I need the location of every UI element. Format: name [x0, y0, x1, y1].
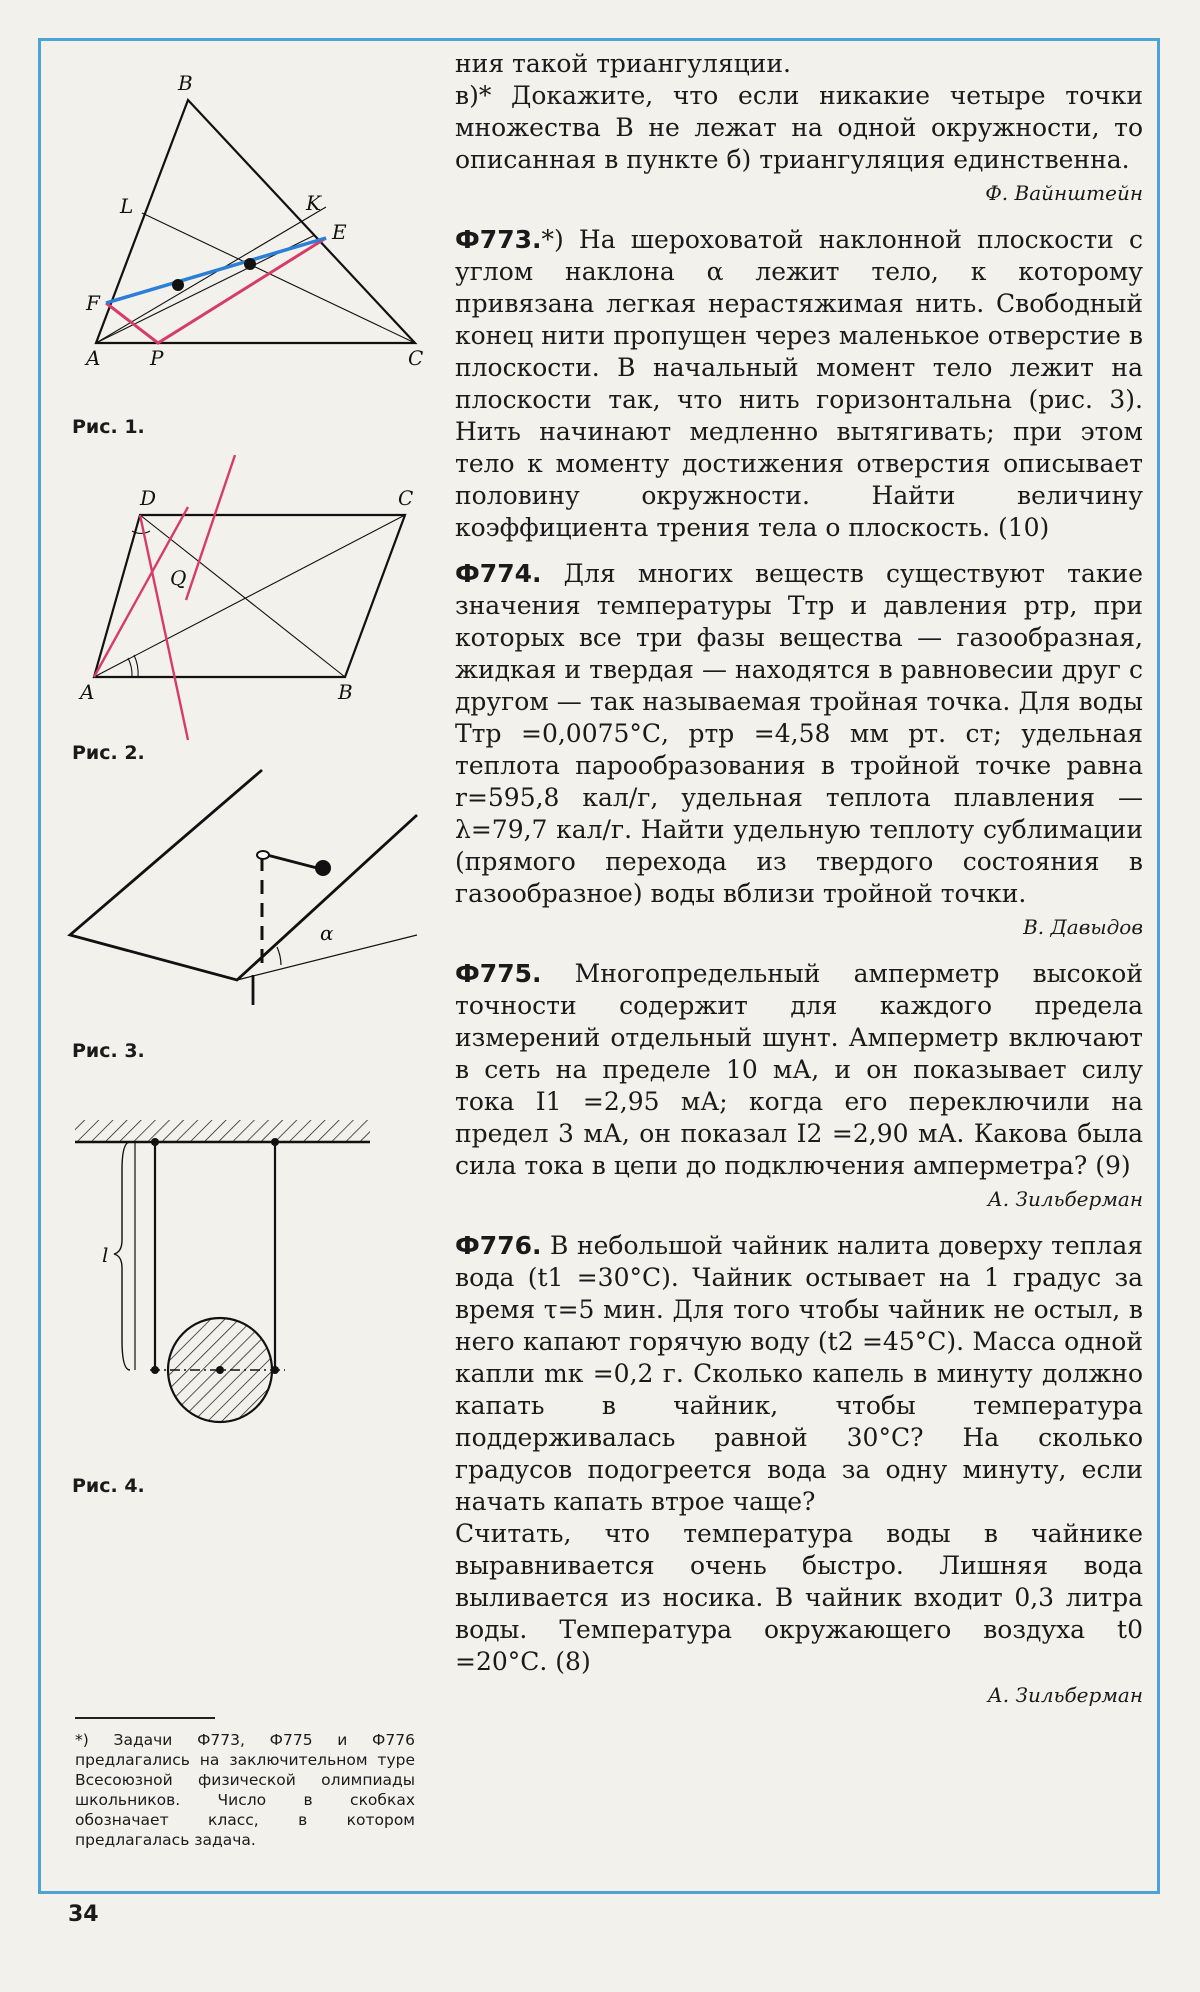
problem-number: Ф775. — [455, 959, 542, 988]
triangle-abc — [96, 100, 415, 343]
caption-fig4: Рис. 4. — [72, 1475, 145, 1497]
label-q: Q — [170, 566, 187, 590]
problem-number: Ф773. — [455, 225, 542, 254]
label-k: K — [306, 191, 321, 215]
page-number: 34 — [68, 1902, 99, 1927]
label-l-length: l — [102, 1243, 109, 1267]
red-bisectors — [94, 455, 235, 740]
label-e: E — [332, 220, 347, 244]
problem-text: Для многих веществ существуют такие значения температуры Tтр и давления pтр, при которых все три фазы вещества — газообразная, жидкая и твердая — находятся в равновесии друг с другом — так называемая тройная точка. Для воды Tтр =0,0075°С, pтр =4,58 мм рт. ст; удельная теплота парообразования в тройной точке равна r=595,8 кал/г, удельная теплота плавления — λ=79,7 кал/г. Найти удельную теплоту сублимации (прямого перехода из твердого состояния в газообразное) воды вблизи тройной точки. — [455, 559, 1143, 908]
problem-f776-note: Считать, что температура воды в чайнике выравнивается очень быстро. Лишняя вода выливается из носика. В чайник входит 0,3 литра воды. Температура окружающего воздуха t0 =20°С. (8) — [455, 1519, 1143, 1676]
label-d: D — [140, 486, 157, 510]
figure-2 — [70, 455, 430, 750]
caption-fig2: Рис. 2. — [72, 742, 145, 764]
figure-3 — [55, 765, 435, 1015]
red-path — [106, 238, 326, 343]
figure-4 — [70, 1120, 380, 1440]
author-zilberman-2: А. Зильберман — [987, 1683, 1143, 1707]
problem-text: В небольшой чайник налита доверху теплая вода (t1 =30°С). Чайник остывает на 1 градус за время τ=5 мин. Для того чтобы чайник не остыл, в него капают горячую воду (t2 =45°С). Масса одной капли mк =0,2 г. Сколько капель в минуту должно капать в чайник, чтобы температура поддерживалась равной 30°С? На сколько градусов подогреется вода за одну минуту, если начать капать втрое чаще? — [455, 1231, 1143, 1516]
label-c2: C — [398, 486, 414, 510]
problem-number: Ф774. — [455, 559, 542, 588]
label-alpha: α — [320, 921, 334, 945]
label-b: B — [178, 71, 193, 95]
footnote-rule — [75, 1717, 215, 1719]
author-vainshtein: Ф. Вайнштейн — [985, 181, 1143, 205]
problem-f776 — [455, 1230, 1143, 1518]
problem-text: *) На шероховатой наклонной плоскости с углом наклона α лежит тело, к которому привязана легкая нерастяжимая нить. Свободный конец нити пропущен через маленькое отверстие в плоскости. В начальный момент тело лежит на плоскости так, что нить горизонтальна (рис. 3). Нить начинают медленно вытягивать; при этом тело к моменту достижения отверстия описывает половину окружности. Найти величину коэффициента трения тела о плоскость. (10) — [455, 225, 1143, 542]
label-b2: B — [338, 680, 353, 704]
problem-f774 — [455, 558, 1143, 910]
problem-number: Ф776. — [455, 1231, 542, 1260]
problem-f775 — [455, 958, 1143, 1182]
problem-f773 — [455, 224, 1143, 544]
caption-fig1: Рис. 1. — [72, 416, 145, 438]
label-a: A — [86, 346, 101, 370]
label-l: L — [120, 194, 134, 218]
label-a2: A — [80, 680, 95, 704]
label-f: F — [86, 291, 100, 315]
label-c: C — [408, 346, 424, 370]
footnote: *) Задачи Ф773, Ф775 и Ф776 предлагались на заключительном туре Всесоюзной физической олимпиады школьников. Число в скобках обозначает класс, в котором предлагалась задача. — [75, 1731, 415, 1849]
text-part-v: в)* Докажите, что если никакие четыре точки множества B не лежат на одной окружности, то описанная в пункте б) триангуляция единственна. — [455, 81, 1143, 174]
author-zilberman-1: А. Зильберман — [987, 1187, 1143, 1211]
problem-text: Многопредельный амперметр высокой точности содержит для каждого предела измерений отдельный шунт. Амперметр включают в сеть на пределе 10 мА, и он показывает силу тока I1 =2,95 мА; когда его переключили на предел 3 мА, он показал I2 =2,90 мА. Какова была сила тока в цепи до подключения амперметра? (9) — [455, 959, 1144, 1180]
caption-fig3: Рис. 3. — [72, 1040, 145, 1062]
label-p: P — [150, 346, 164, 370]
figure-1 — [70, 65, 430, 385]
text-continuation: ния такой триангуляции. — [455, 49, 791, 78]
main-text-column — [455, 48, 1143, 1712]
author-davydov: В. Давыдов — [1023, 915, 1143, 939]
